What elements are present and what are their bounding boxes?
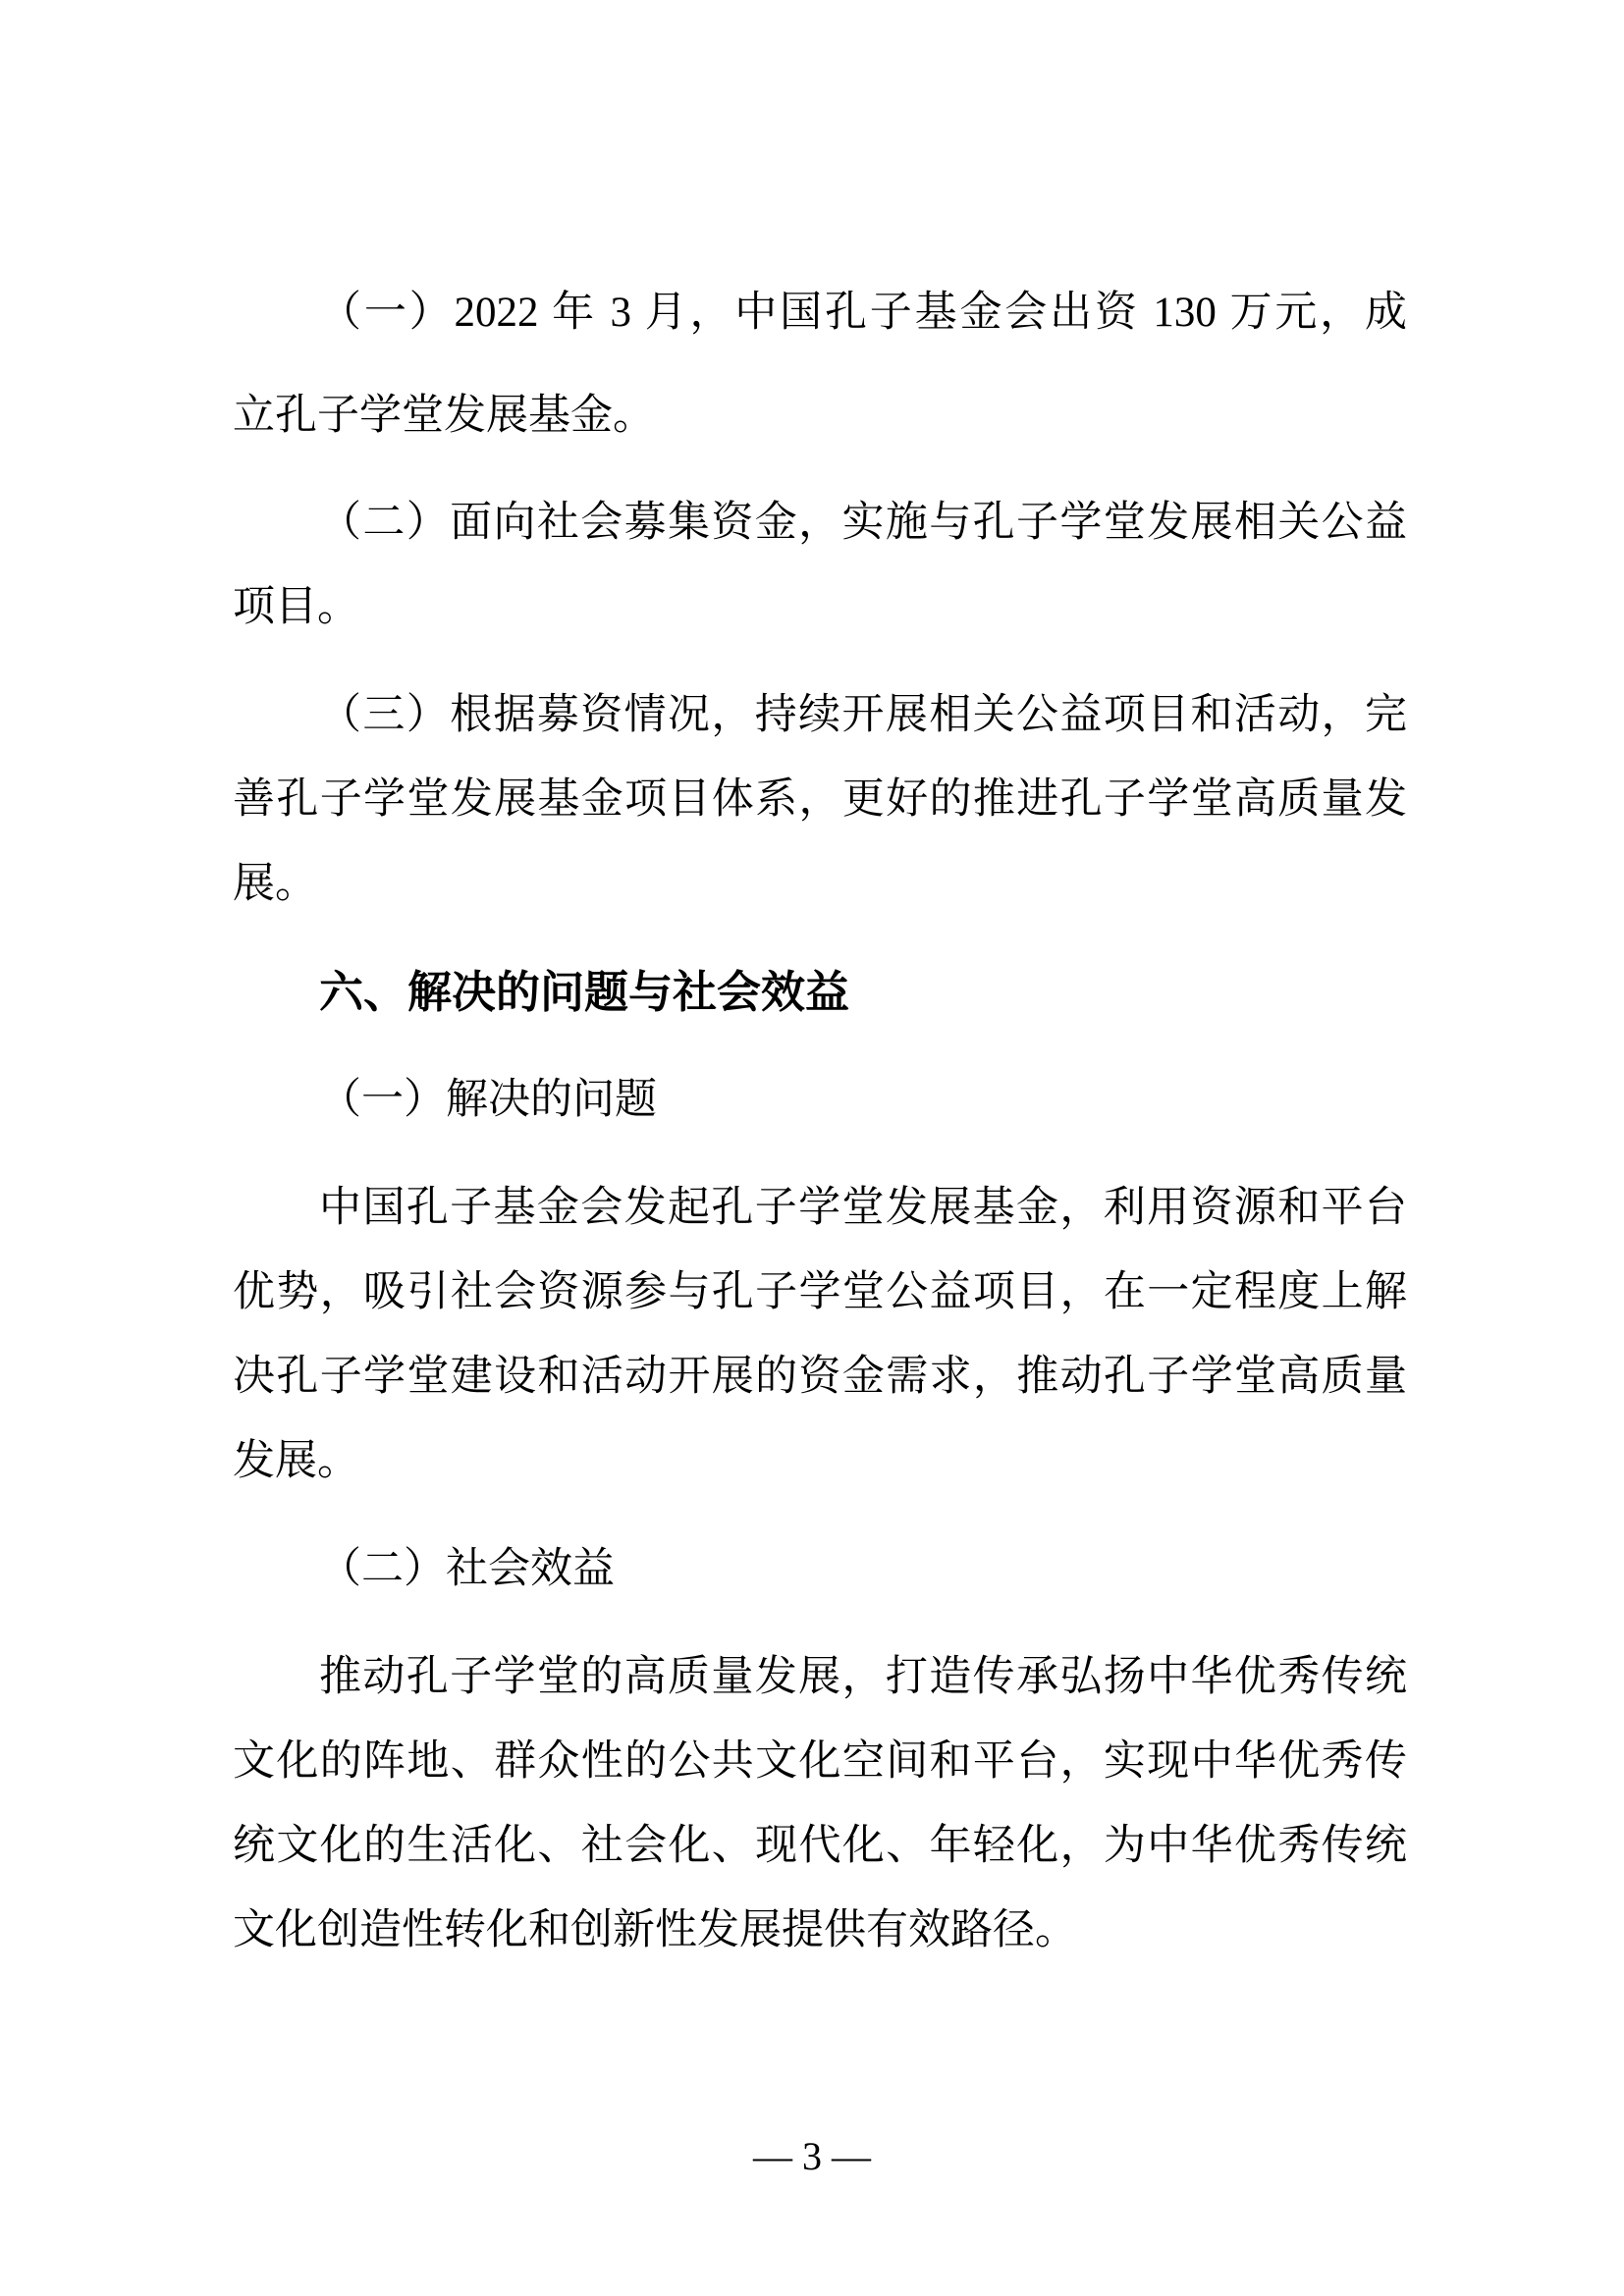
text-line: （三）根据募资情况，持续开展相关公益项目和活动，完 xyxy=(319,692,1407,738)
paragraph xyxy=(233,261,1407,467)
text-line: 项目。 xyxy=(233,584,359,630)
text-line: 决孔子学堂建设和活动开展的资金需求，推动孔子学堂高质量 xyxy=(233,1354,1407,1400)
text-line: （二）面向社会募集资金，实施与孔子学堂发展相关公益 xyxy=(319,500,1407,546)
text-line: 统文化的生活化、社会化、现代化、年轻化，为中华优秀传统 xyxy=(233,1823,1407,1869)
text-line: 善孔子学堂发展基金项目体系，更好的推进孔子学堂高质量发 xyxy=(233,776,1407,823)
page-footer xyxy=(0,2134,1624,2179)
text-line: 发展。 xyxy=(233,1438,359,1484)
text-line: （一）解决的问题 xyxy=(319,1077,657,1123)
section-heading xyxy=(233,950,1407,1035)
paragraph xyxy=(233,673,1407,927)
page-number: — 3 — xyxy=(753,2134,871,2178)
text-line: 中国孔子基金会发起孔子学堂发展基金，利用资源和平台 xyxy=(319,1185,1407,1231)
text-line: （一）2022 年 3 月，中国孔子基金会出资 130 万元，成 xyxy=(319,290,1407,336)
document-body xyxy=(233,261,1407,1997)
paragraph xyxy=(233,481,1407,650)
paragraph xyxy=(233,1166,1407,1504)
sub-heading xyxy=(233,1058,1407,1143)
text-line: 优势，吸引社会资源参与孔子学堂公益项目，在一定程度上解 xyxy=(233,1269,1407,1315)
text-line: 推动孔子学堂的高质量发展，打造传承弘扬中华优秀传统 xyxy=(319,1654,1407,1700)
text-line: 展。 xyxy=(233,861,317,907)
text-line: 文化的阵地、群众性的公共文化空间和平台，实现中华优秀传 xyxy=(233,1738,1407,1785)
text-line: （二）社会效益 xyxy=(319,1546,615,1592)
sub-heading xyxy=(233,1527,1407,1612)
paragraph xyxy=(233,1635,1407,1973)
text-line: 立孔子学堂发展基金。 xyxy=(233,393,655,439)
text-line: 六、解决的问题与社会效益 xyxy=(319,967,850,1017)
text-line: 文化创造性转化和创新性发展提供有效路径。 xyxy=(233,1907,1077,1953)
